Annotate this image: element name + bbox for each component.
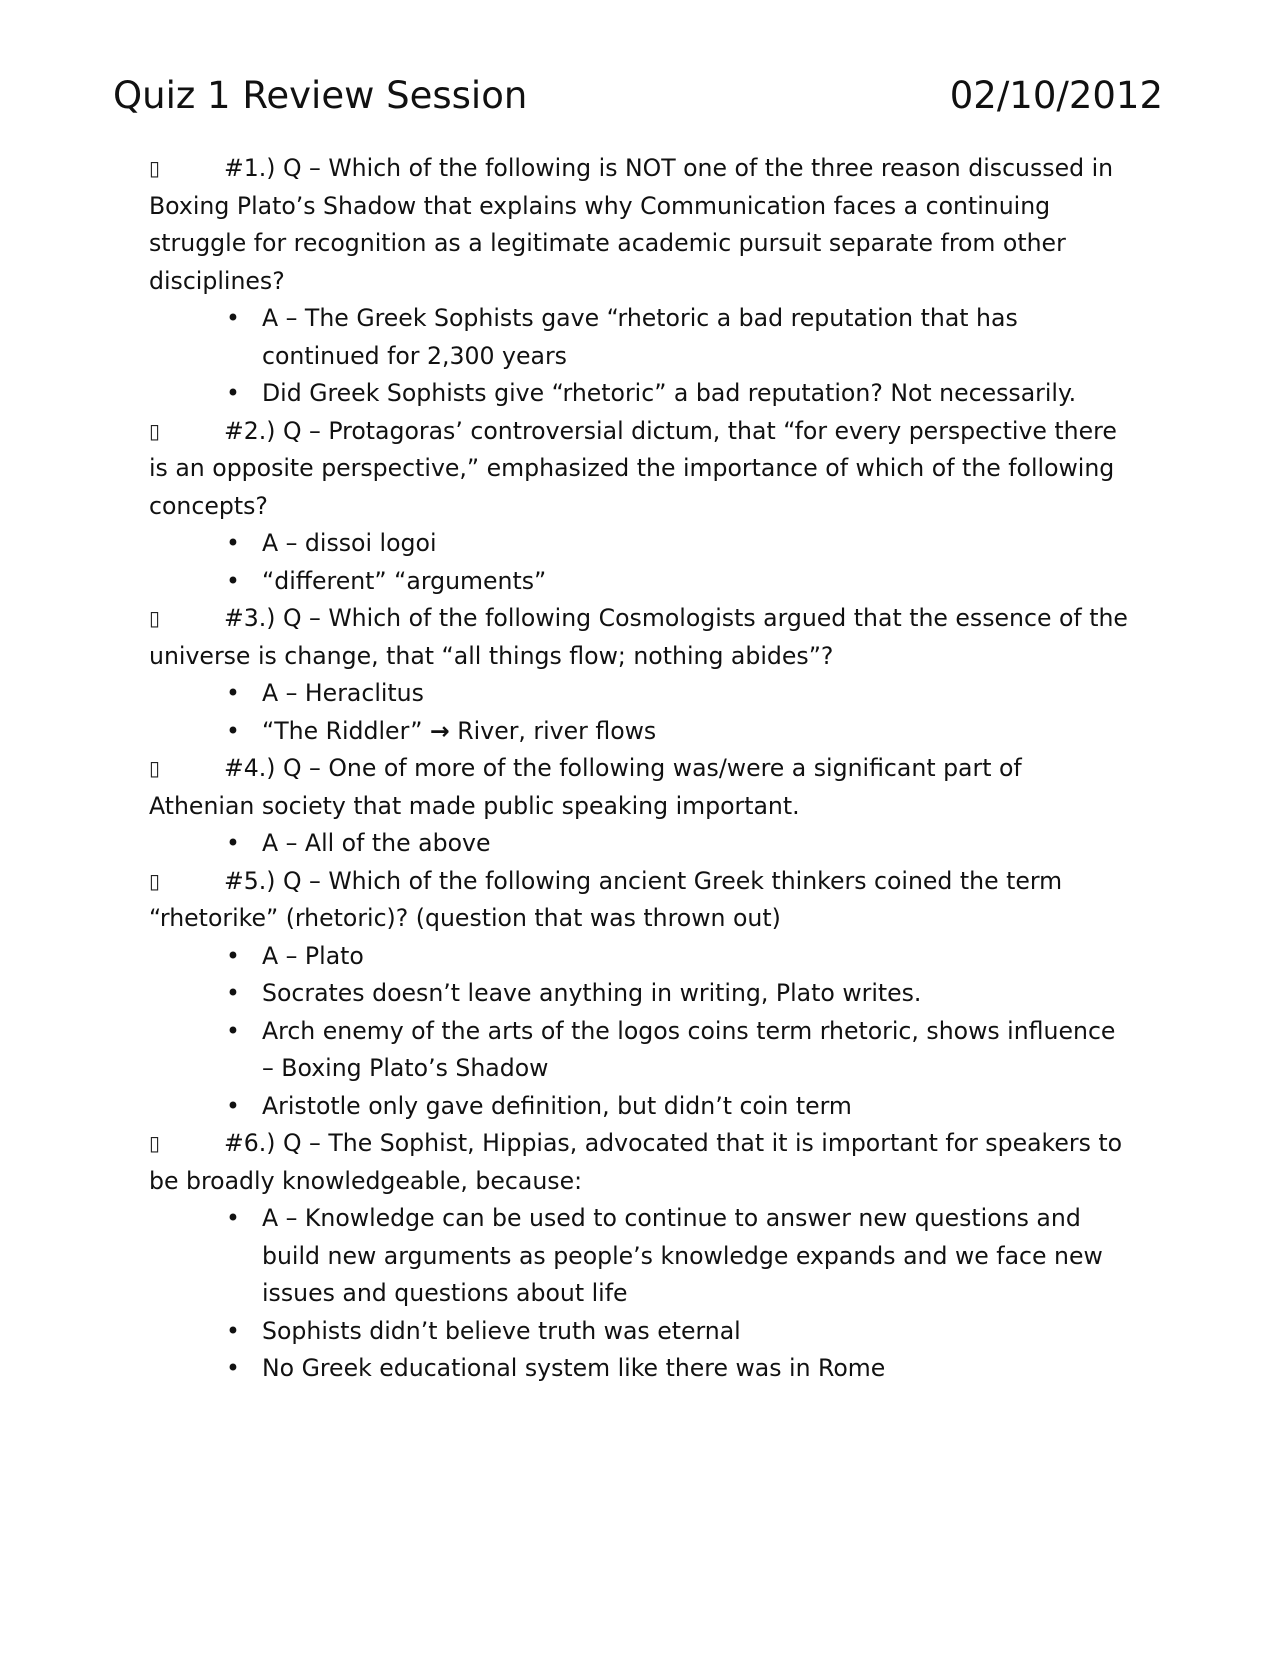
answer-item (226, 300, 1129, 375)
answer-list-2 (149, 525, 1129, 600)
answer-text: Sophists didn’t believe truth was eternal (262, 1316, 741, 1345)
question-text: #1.) Q – Which of the following is NOT one of the three reason discussed in Boxing Plato’s Shadow that explains why Communication faces a continuing struggle for recognition as a legitimate academic pursuit separate from other disciplines? (149, 154, 1114, 295)
answer-item (226, 1013, 1129, 1088)
answer-item (226, 1088, 1129, 1126)
bullet-icon: • (226, 566, 240, 595)
answer-text: A – Knowledge can be used to continue to answer new questions and build new arguments as people’s knowledge expands and we face new issues and questions about life (262, 1204, 1103, 1307)
answer-text: A – All of the above (262, 829, 491, 857)
question-text: #2.) Q – Protagoras’ controversial dictum, that “for every perspective there is an opposite perspective,” emphasized the importance of which of the following concepts? (149, 416, 1117, 520)
answer-list-3 (149, 675, 1129, 750)
question-2 (149, 413, 1129, 526)
page-header (0, 68, 1280, 128)
bullet-icon: • (226, 1354, 240, 1382)
answer-text: Did Greek Sophists give “rhetoric” a bad reputation? Not necessarily. (262, 379, 1077, 407)
answer-text: No Greek educational system like there was in Rome (262, 1354, 886, 1382)
page-date: 02/10/2012 (949, 74, 1163, 117)
checkbox-glyph-icon: ▯ (149, 1131, 161, 1155)
answer-text-after-arrow: River, river flows (457, 716, 657, 745)
answer-list-6 (149, 1200, 1129, 1388)
question-5 (149, 863, 1129, 938)
answer-text: A – dissoi logoi (262, 529, 437, 557)
bullet-icon: • (226, 379, 240, 407)
answer-text: A – Plato (262, 941, 364, 970)
bullet-icon: • (226, 1204, 240, 1232)
answer-item (226, 825, 1129, 863)
bullet-icon: • (226, 529, 240, 557)
answer-item (226, 1350, 1129, 1388)
bullet-icon: • (226, 679, 240, 707)
answer-item (226, 938, 1129, 976)
right-arrow-icon: → (430, 716, 450, 745)
bullet-icon: • (226, 1016, 240, 1045)
bullet-icon: • (226, 941, 240, 970)
answer-item (226, 375, 1129, 413)
answer-text: Aristotle only gave definition, but didn’t coin term (262, 1091, 852, 1120)
bullet-icon: • (226, 716, 240, 745)
answer-text-before-arrow: “The Riddler” (262, 716, 423, 745)
answer-item (226, 675, 1129, 713)
bullet-icon: • (226, 829, 240, 857)
question-text: #4.) Q – One of more of the following was/were a significant part of Athenian society that made public speaking important. (149, 754, 1022, 820)
checkbox-glyph-icon: ▯ (149, 156, 161, 180)
answer-list-5 (149, 938, 1129, 1126)
checkbox-glyph-icon: ▯ (149, 418, 161, 443)
checkbox-glyph-icon: ▯ (149, 606, 161, 630)
answer-item (226, 1313, 1129, 1351)
answer-text: Arch enemy of the arts of the logos coins term rhetoric, shows influence – Boxing Plato’s Shadow (262, 1016, 1116, 1082)
answer-item (226, 1200, 1129, 1313)
answer-text: A – Heraclitus (262, 679, 424, 707)
answer-item (226, 525, 1129, 563)
answer-item (226, 975, 1129, 1013)
question-text: #5.) Q – Which of the following ancient Greek thinkers coined the term “rhetorike” (rhetoric)? (question that was thrown out) (149, 866, 1063, 932)
bullet-icon: • (226, 304, 240, 332)
bullet-icon: • (226, 1316, 240, 1345)
answer-text: Socrates doesn’t leave anything in writing, Plato writes. (262, 979, 922, 1007)
answer-text: “different” “arguments” (262, 566, 547, 595)
answer-list-4 (149, 825, 1129, 863)
bullet-icon: • (226, 979, 240, 1007)
question-3 (149, 600, 1129, 675)
question-4 (149, 750, 1129, 825)
answer-text: A – The Greek Sophists gave “rhetoric a bad reputation that has continued for 2,300 years (262, 304, 1018, 370)
document-body (149, 150, 1129, 1388)
question-1 (149, 150, 1129, 300)
question-text: #3.) Q – Which of the following Cosmologists argued that the essence of the universe is change, that “all things flow; nothing abides”? (149, 604, 1128, 670)
checkbox-glyph-icon: ▯ (149, 868, 161, 893)
bullet-icon: • (226, 1091, 240, 1120)
answer-item (226, 563, 1129, 601)
answer-item (226, 713, 1129, 751)
page-title: Quiz 1 Review Session (113, 74, 528, 117)
checkbox-glyph-icon: ▯ (149, 756, 161, 780)
question-text: #6.) Q – The Sophist, Hippias, advocated that it is important for speakers to be broadly knowledgeable, because: (149, 1129, 1123, 1195)
answer-list-1 (149, 300, 1129, 413)
question-6 (149, 1125, 1129, 1200)
